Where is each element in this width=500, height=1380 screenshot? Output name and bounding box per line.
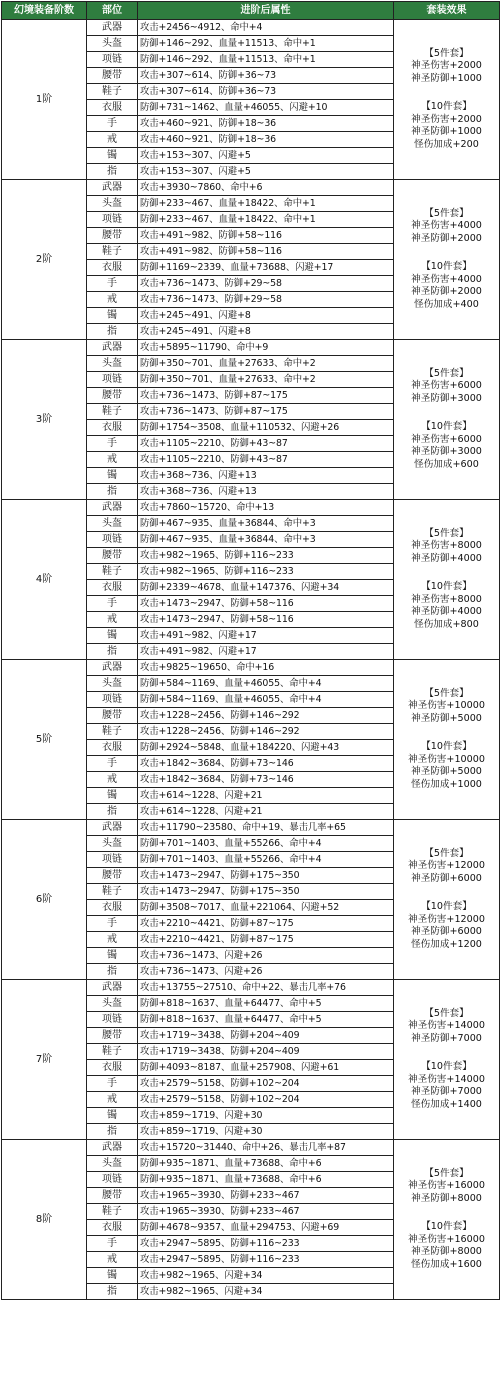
- slot-attributes: 攻击+736~1473、闪避+26: [138, 948, 394, 964]
- slot-attributes: 攻击+11790~23580、命中+19、暴击几率+65: [138, 820, 394, 836]
- slot-name: 武器: [87, 180, 138, 196]
- slot-name: 衣服: [87, 260, 138, 276]
- set5-bonus: 神圣伤害+14000: [408, 1020, 485, 1032]
- slot-name: 武器: [87, 660, 138, 676]
- slot-attributes: 攻击+491~982、闪避+17: [138, 628, 394, 644]
- slot-attributes: 攻击+491~982、闪避+17: [138, 644, 394, 660]
- slot-attributes: 攻击+736~1473、闪避+26: [138, 964, 394, 980]
- slot-attributes: 攻击+736~1473、防御+29~58: [138, 292, 394, 308]
- set-effect-spacer: [395, 245, 498, 261]
- set-effect-spacer: [395, 725, 498, 741]
- tier-label: 7阶: [2, 980, 87, 1140]
- slot-attributes: 攻击+614~1228、闪避+21: [138, 788, 394, 804]
- set10-bonus: 神圣伤害+6000: [411, 433, 482, 445]
- slot-name: 衣服: [87, 100, 138, 116]
- slot-name: 戒: [87, 932, 138, 948]
- equipment-table: [1, 1, 500, 1300]
- slot-name: 腰带: [87, 228, 138, 244]
- slot-name: 衣服: [87, 1220, 138, 1236]
- slot-attributes: 攻击+2947~5895、防御+116~233: [138, 1236, 394, 1252]
- header-part: 部位: [87, 2, 138, 20]
- slot-name: 腰带: [87, 1188, 138, 1204]
- set10-bonus: 神圣防御+3000: [411, 446, 482, 458]
- slot-attributes: 攻击+1105~2210、防御+43~87: [138, 452, 394, 468]
- set5-title: 【5件套】: [424, 527, 469, 539]
- set10-bonus: 神圣防御+4000: [411, 606, 482, 618]
- slot-attributes: 攻击+2947~5895、防御+116~233: [138, 1252, 394, 1268]
- slot-attributes: 攻击+859~1719、闪避+30: [138, 1108, 394, 1124]
- set10-bonus: 怪伤加成+600: [414, 458, 479, 470]
- slot-name: 戒: [87, 132, 138, 148]
- tier-label: 8阶: [2, 1140, 87, 1300]
- slot-attributes: 攻击+245~491、闪避+8: [138, 308, 394, 324]
- set10-bonus: 怪伤加成+1400: [411, 1098, 482, 1110]
- slot-name: 指: [87, 964, 138, 980]
- slot-name: 衣服: [87, 740, 138, 756]
- slot-attributes: 防御+731~1462、血量+46055、闪避+10: [138, 100, 394, 116]
- slot-attributes: 攻击+1105~2210、防御+43~87: [138, 436, 394, 452]
- set-effect-cell: [394, 660, 500, 820]
- slot-attributes: 攻击+982~1965、防御+116~233: [138, 548, 394, 564]
- slot-attributes: 攻击+368~736、闪避+13: [138, 468, 394, 484]
- set10-bonus: 神圣防御+8000: [411, 1246, 482, 1258]
- set5-bonus: 神圣防御+1000: [411, 72, 482, 84]
- slot-attributes: 攻击+307~614、防御+36~73: [138, 68, 394, 84]
- slot-attributes: 攻击+1228~2456、防御+146~292: [138, 708, 394, 724]
- slot-name: 头盔: [87, 356, 138, 372]
- slot-name: 手: [87, 916, 138, 932]
- slot-attributes: 防御+584~1169、血量+46055、命中+4: [138, 692, 394, 708]
- set5-bonus: 神圣伤害+6000: [411, 380, 482, 392]
- slot-name: 手: [87, 1236, 138, 1252]
- slot-attributes: 攻击+491~982、防御+58~116: [138, 244, 394, 260]
- slot-attributes: 攻击+1965~3930、防御+233~467: [138, 1188, 394, 1204]
- set-effect-cell: [394, 500, 500, 660]
- slot-attributes: 防御+584~1169、血量+46055、命中+4: [138, 676, 394, 692]
- slot-name: 腰带: [87, 708, 138, 724]
- slot-attributes: 防御+701~1403、血量+55266、命中+4: [138, 852, 394, 868]
- slot-name: 项链: [87, 692, 138, 708]
- slot-name: 戒: [87, 452, 138, 468]
- slot-name: 镯: [87, 788, 138, 804]
- slot-attributes: 防御+467~935、血量+36844、命中+3: [138, 516, 394, 532]
- slot-name: 戒: [87, 1252, 138, 1268]
- slot-attributes: 攻击+1842~3684、防御+73~146: [138, 756, 394, 772]
- slot-name: 镯: [87, 1268, 138, 1284]
- slot-attributes: 攻击+1719~3438、防御+204~409: [138, 1044, 394, 1060]
- slot-name: 指: [87, 644, 138, 660]
- slot-name: 头盔: [87, 836, 138, 852]
- slot-attributes: 攻击+1228~2456、防御+146~292: [138, 724, 394, 740]
- header-set: 套装效果: [394, 2, 500, 20]
- table-row: [2, 180, 500, 196]
- slot-attributes: 防御+4678~9357、血量+294753、闪避+69: [138, 1220, 394, 1236]
- set10-bonus: 神圣防御+7000: [411, 1086, 482, 1098]
- set10-title: 【10件套】: [421, 741, 472, 753]
- slot-name: 鞋子: [87, 1044, 138, 1060]
- tier-label: 4阶: [2, 500, 87, 660]
- slot-attributes: 攻击+1473~2947、防御+175~350: [138, 884, 394, 900]
- set10-bonus: 神圣防御+2000: [411, 286, 482, 298]
- set10-bonus: 神圣防御+5000: [411, 766, 482, 778]
- slot-attributes: 攻击+614~1228、闪避+21: [138, 804, 394, 820]
- slot-attributes: 攻击+2456~4912、命中+4: [138, 20, 394, 36]
- set10-bonus: 怪伤加成+1200: [411, 938, 482, 950]
- slot-attributes: 攻击+982~1965、闪避+34: [138, 1268, 394, 1284]
- set5-bonus: 神圣防御+6000: [411, 872, 482, 884]
- slot-name: 手: [87, 276, 138, 292]
- slot-name: 头盔: [87, 1156, 138, 1172]
- table-row: [2, 1140, 500, 1156]
- slot-name: 腰带: [87, 548, 138, 564]
- slot-attributes: 攻击+1473~2947、防御+175~350: [138, 868, 394, 884]
- set10-bonus: 神圣伤害+16000: [408, 1233, 485, 1245]
- set10-bonus: 神圣伤害+2000: [411, 113, 482, 125]
- set10-title: 【10件套】: [421, 101, 472, 113]
- slot-name: 头盔: [87, 516, 138, 532]
- slot-name: 指: [87, 1284, 138, 1300]
- slot-name: 衣服: [87, 900, 138, 916]
- slot-name: 镯: [87, 628, 138, 644]
- slot-name: 鞋子: [87, 884, 138, 900]
- slot-attributes: 防御+233~467、血量+18422、命中+1: [138, 212, 394, 228]
- table-row: [2, 20, 500, 36]
- table-row: [2, 660, 500, 676]
- set10-title: 【10件套】: [421, 581, 472, 593]
- slot-attributes: 攻击+491~982、防御+58~116: [138, 228, 394, 244]
- tier-label: 1阶: [2, 20, 87, 180]
- set10-bonus: 神圣防御+6000: [411, 926, 482, 938]
- slot-name: 衣服: [87, 580, 138, 596]
- set10-bonus: 神圣防御+1000: [411, 126, 482, 138]
- set10-title: 【10件套】: [421, 421, 472, 433]
- tier-label: 5阶: [2, 660, 87, 820]
- slot-name: 指: [87, 324, 138, 340]
- slot-name: 项链: [87, 1012, 138, 1028]
- slot-name: 指: [87, 164, 138, 180]
- set-effect-spacer: [395, 1045, 498, 1061]
- table-row: [2, 980, 500, 996]
- slot-name: 鞋子: [87, 244, 138, 260]
- slot-attributes: 防御+350~701、血量+27633、命中+2: [138, 372, 394, 388]
- slot-name: 腰带: [87, 388, 138, 404]
- set10-bonus: 神圣伤害+10000: [408, 753, 485, 765]
- slot-attributes: 攻击+9825~19650、命中+16: [138, 660, 394, 676]
- slot-attributes: 攻击+1842~3684、防御+73~146: [138, 772, 394, 788]
- slot-attributes: 防御+4093~8187、血量+257908、闪避+61: [138, 1060, 394, 1076]
- header-attr: 进阶后属性: [138, 2, 394, 20]
- set10-bonus: 神圣伤害+14000: [408, 1073, 485, 1085]
- slot-name: 手: [87, 1076, 138, 1092]
- slot-attributes: 攻击+368~736、闪避+13: [138, 484, 394, 500]
- set5-bonus: 神圣伤害+2000: [411, 60, 482, 72]
- table-body: [2, 20, 500, 1300]
- table-row: [2, 500, 500, 516]
- slot-attributes: 防御+2339~4678、血量+147376、闪避+34: [138, 580, 394, 596]
- slot-attributes: 攻击+13755~27510、命中+22、暴击几率+76: [138, 980, 394, 996]
- slot-attributes: 攻击+245~491、闪避+8: [138, 324, 394, 340]
- slot-attributes: 攻击+1965~3930、防御+233~467: [138, 1204, 394, 1220]
- set5-title: 【5件套】: [424, 847, 469, 859]
- slot-attributes: 攻击+1473~2947、防御+58~116: [138, 596, 394, 612]
- slot-name: 鞋子: [87, 404, 138, 420]
- set5-bonus: 神圣伤害+10000: [408, 700, 485, 712]
- slot-attributes: 防御+2924~5848、血量+184220、闪避+43: [138, 740, 394, 756]
- slot-attributes: 防御+1169~2339、血量+73688、闪避+17: [138, 260, 394, 276]
- slot-attributes: 攻击+2210~4421、防御+87~175: [138, 932, 394, 948]
- slot-name: 鞋子: [87, 564, 138, 580]
- slot-attributes: 攻击+736~1473、防御+87~175: [138, 404, 394, 420]
- set-effect-cell: [394, 180, 500, 340]
- slot-attributes: 防御+3508~7017、血量+221064、闪避+52: [138, 900, 394, 916]
- set10-bonus: 神圣伤害+8000: [411, 593, 482, 605]
- slot-name: 鞋子: [87, 1204, 138, 1220]
- slot-name: 戒: [87, 772, 138, 788]
- set5-bonus: 神圣防御+7000: [411, 1032, 482, 1044]
- slot-name: 戒: [87, 292, 138, 308]
- slot-name: 镯: [87, 148, 138, 164]
- slot-name: 项链: [87, 852, 138, 868]
- slot-name: 项链: [87, 1172, 138, 1188]
- slot-name: 腰带: [87, 868, 138, 884]
- set10-title: 【10件套】: [421, 1221, 472, 1233]
- slot-name: 戒: [87, 612, 138, 628]
- slot-name: 头盔: [87, 676, 138, 692]
- slot-name: 头盔: [87, 996, 138, 1012]
- slot-name: 指: [87, 484, 138, 500]
- slot-attributes: 攻击+460~921、防御+18~36: [138, 116, 394, 132]
- slot-attributes: 防御+818~1637、血量+64477、命中+5: [138, 996, 394, 1012]
- set5-bonus: 神圣防御+2000: [411, 232, 482, 244]
- set5-title: 【5件套】: [424, 1007, 469, 1019]
- set5-title: 【5件套】: [424, 367, 469, 379]
- tier-label: 2阶: [2, 180, 87, 340]
- slot-name: 手: [87, 436, 138, 452]
- slot-attributes: 防御+818~1637、血量+64477、命中+5: [138, 1012, 394, 1028]
- slot-name: 项链: [87, 52, 138, 68]
- set5-bonus: 神圣伤害+12000: [408, 860, 485, 872]
- set5-bonus: 神圣防御+4000: [411, 552, 482, 564]
- table-header: [2, 2, 500, 20]
- slot-name: 手: [87, 116, 138, 132]
- set10-bonus: 怪伤加成+800: [414, 618, 479, 630]
- set10-bonus: 怪伤加成+1000: [411, 778, 482, 790]
- slot-attributes: 攻击+3930~7860、命中+6: [138, 180, 394, 196]
- slot-attributes: 攻击+982~1965、防御+116~233: [138, 564, 394, 580]
- set10-bonus: 怪伤加成+400: [414, 298, 479, 310]
- slot-name: 镯: [87, 948, 138, 964]
- set10-bonus: 神圣伤害+12000: [408, 913, 485, 925]
- set5-title: 【5件套】: [424, 1167, 469, 1179]
- set10-title: 【10件套】: [421, 901, 472, 913]
- slot-attributes: 攻击+736~1473、防御+29~58: [138, 276, 394, 292]
- tier-label: 3阶: [2, 340, 87, 500]
- set5-bonus: 神圣防御+8000: [411, 1192, 482, 1204]
- slot-attributes: 攻击+460~921、防御+18~36: [138, 132, 394, 148]
- slot-attributes: 防御+701~1403、血量+55266、命中+4: [138, 836, 394, 852]
- slot-attributes: 攻击+307~614、防御+36~73: [138, 84, 394, 100]
- set-effect-cell: [394, 980, 500, 1140]
- set5-title: 【5件套】: [424, 47, 469, 59]
- slot-name: 项链: [87, 372, 138, 388]
- slot-name: 项链: [87, 532, 138, 548]
- slot-name: 衣服: [87, 420, 138, 436]
- slot-attributes: 防御+146~292、血量+11513、命中+1: [138, 36, 394, 52]
- slot-name: 项链: [87, 212, 138, 228]
- slot-attributes: 攻击+2579~5158、防御+102~204: [138, 1092, 394, 1108]
- header-tier: 幻境装备阶数: [2, 2, 87, 20]
- slot-name: 手: [87, 756, 138, 772]
- set10-bonus: 怪伤加成+200: [414, 138, 479, 150]
- slot-attributes: 防御+935~1871、血量+73688、命中+6: [138, 1172, 394, 1188]
- slot-attributes: 攻击+2210~4421、防御+87~175: [138, 916, 394, 932]
- slot-attributes: 攻击+5895~11790、命中+9: [138, 340, 394, 356]
- slot-attributes: 防御+467~935、血量+36844、命中+3: [138, 532, 394, 548]
- set-effect-spacer: [395, 85, 498, 101]
- slot-name: 戒: [87, 1092, 138, 1108]
- set-effect-cell: [394, 820, 500, 980]
- slot-attributes: 攻击+15720~31440、命中+26、暴击几率+87: [138, 1140, 394, 1156]
- slot-attributes: 防御+935~1871、血量+73688、命中+6: [138, 1156, 394, 1172]
- table-row: [2, 820, 500, 836]
- set10-title: 【10件套】: [421, 1061, 472, 1073]
- set5-bonus: 神圣伤害+16000: [408, 1180, 485, 1192]
- slot-attributes: 攻击+153~307、闪避+5: [138, 164, 394, 180]
- slot-name: 头盔: [87, 196, 138, 212]
- slot-name: 指: [87, 804, 138, 820]
- slot-name: 鞋子: [87, 724, 138, 740]
- slot-attributes: 防御+146~292、血量+11513、命中+1: [138, 52, 394, 68]
- set10-title: 【10件套】: [421, 261, 472, 273]
- slot-name: 腰带: [87, 68, 138, 84]
- set5-bonus: 神圣伤害+4000: [411, 220, 482, 232]
- slot-name: 镯: [87, 1108, 138, 1124]
- slot-attributes: 攻击+736~1473、防御+87~175: [138, 388, 394, 404]
- slot-attributes: 攻击+1473~2947、防御+58~116: [138, 612, 394, 628]
- set-effect-spacer: [395, 1205, 498, 1221]
- slot-name: 武器: [87, 500, 138, 516]
- slot-attributes: 攻击+2579~5158、防御+102~204: [138, 1076, 394, 1092]
- set-effect-spacer: [395, 405, 498, 421]
- slot-attributes: 攻击+153~307、闪避+5: [138, 148, 394, 164]
- slot-name: 头盔: [87, 36, 138, 52]
- slot-name: 武器: [87, 820, 138, 836]
- table-row: [2, 340, 500, 356]
- slot-name: 镯: [87, 468, 138, 484]
- set-effect-spacer: [395, 565, 498, 581]
- slot-name: 衣服: [87, 1060, 138, 1076]
- header-row: [2, 2, 500, 20]
- set10-bonus: 怪伤加成+1600: [411, 1258, 482, 1270]
- slot-name: 镯: [87, 308, 138, 324]
- slot-attributes: 攻击+982~1965、闪避+34: [138, 1284, 394, 1300]
- slot-attributes: 攻击+859~1719、闪避+30: [138, 1124, 394, 1140]
- slot-attributes: 防御+1754~3508、血量+110532、闪避+26: [138, 420, 394, 436]
- tier-label: 6阶: [2, 820, 87, 980]
- slot-attributes: 攻击+1719~3438、防御+204~409: [138, 1028, 394, 1044]
- slot-name: 鞋子: [87, 84, 138, 100]
- slot-name: 武器: [87, 1140, 138, 1156]
- set5-title: 【5件套】: [424, 687, 469, 699]
- slot-attributes: 攻击+7860~15720、命中+13: [138, 500, 394, 516]
- set5-bonus: 神圣防御+5000: [411, 712, 482, 724]
- set5-title: 【5件套】: [424, 207, 469, 219]
- slot-name: 武器: [87, 20, 138, 36]
- set5-bonus: 神圣防御+3000: [411, 392, 482, 404]
- slot-name: 武器: [87, 980, 138, 996]
- slot-attributes: 防御+233~467、血量+18422、命中+1: [138, 196, 394, 212]
- slot-attributes: 防御+350~701、血量+27633、命中+2: [138, 356, 394, 372]
- slot-name: 手: [87, 596, 138, 612]
- slot-name: 指: [87, 1124, 138, 1140]
- set10-bonus: 神圣伤害+4000: [411, 273, 482, 285]
- set-effect-spacer: [395, 885, 498, 901]
- set5-bonus: 神圣伤害+8000: [411, 540, 482, 552]
- set-effect-cell: [394, 340, 500, 500]
- set-effect-cell: [394, 20, 500, 180]
- slot-name: 武器: [87, 340, 138, 356]
- slot-name: 腰带: [87, 1028, 138, 1044]
- set-effect-cell: [394, 1140, 500, 1300]
